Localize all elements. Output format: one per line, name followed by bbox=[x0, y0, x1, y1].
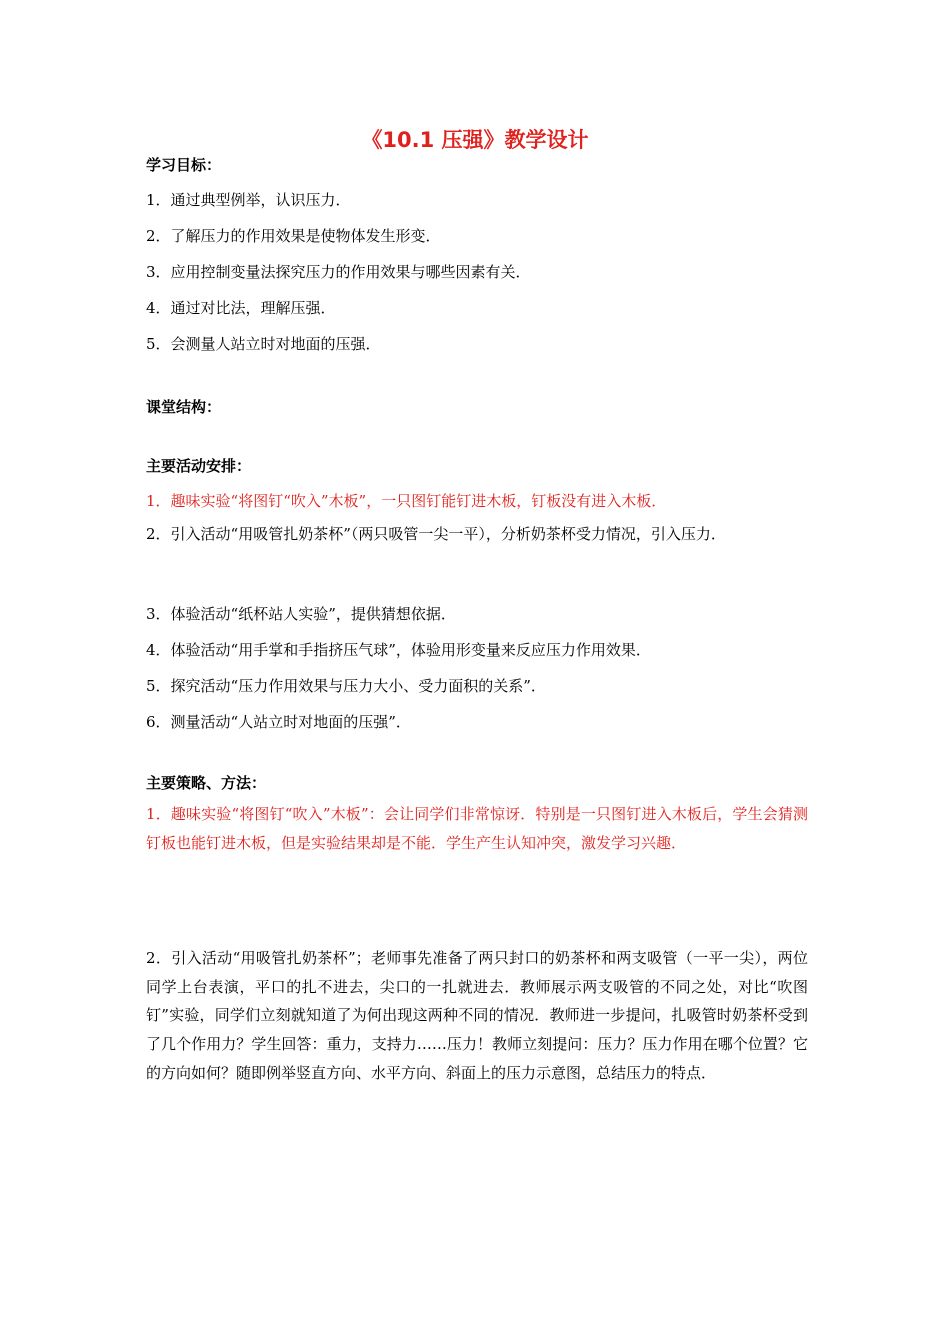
objective-item: 5．会测量人站立时对地面的压强． bbox=[146, 335, 381, 353]
activity-item: 5．探究活动“压力作用效果与压力大小、受力面积的关系”． bbox=[146, 677, 546, 695]
document-title: 《10.1 压强》教学设计 bbox=[361, 128, 589, 152]
activity-item: 6．测量活动“人站立时对地面的压强”． bbox=[146, 713, 411, 731]
activity-item: 2．引入活动“用吸管扎奶茶杯”（两只吸管一尖一平），分析奶茶杯受力情况，引入压力． bbox=[146, 525, 726, 543]
activity-item: 4．体验活动“用手掌和手指挤压气球”，体验用形变量来反应压力作用效果． bbox=[146, 641, 651, 659]
activity-item: 3．体验活动“纸杯站人实验”，提供猜想依据． bbox=[146, 605, 456, 623]
strategy-item: 1．趣味实验“将图钉“吹入”木板”：会让同学们非常惊讶．特别是一只图钉进入木板后，学生会猜测钉板也能钉进木板，但是实验结果却是不能．学生产生认知冲突，激发学习兴趣． bbox=[146, 805, 808, 852]
activity-item: 1．趣味实验“将图钉“吹入”木板”，一只图钉能钉进木板，钉板没有进入木板． bbox=[146, 492, 667, 510]
objectives-heading: 学习目标： bbox=[146, 156, 222, 174]
objective-item: 1．通过典型例举，认识压力． bbox=[146, 191, 351, 209]
objective-item: 3．应用控制变量法探究压力的作用效果与哪些因素有关． bbox=[146, 263, 531, 281]
objective-item: 4．通过对比法，理解压强． bbox=[146, 299, 336, 317]
strategy-item: 2．引入活动“用吸管扎奶茶杯”；老师事先准备了两只封口的奶茶杯和两支吸管（一平一尖），两位同学上台表演，平口的扎不进去，尖口的一扎就进去．教师展示两支吸管的不同之处，对比“吹图钉”实验，同学们立刻就知道了为何出现这两种不同的情况．教师进一步提问，扎吸管时奶茶杯受到了几个作用力？学生回答：重力，支持力……压力！教师立刻提问：压力？压力作用在哪个位置？它的方向如何？随即例举竖直方向、水平方向、斜面上的压力示意图，总结压力的特点． bbox=[146, 949, 808, 1082]
activities-heading: 主要活动安排： bbox=[146, 457, 252, 475]
structure-heading: 课堂结构： bbox=[146, 398, 222, 416]
strategies-heading: 主要策略、方法： bbox=[146, 774, 267, 792]
objective-item: 2．了解压力的作用效果是使物体发生形变． bbox=[146, 227, 441, 245]
